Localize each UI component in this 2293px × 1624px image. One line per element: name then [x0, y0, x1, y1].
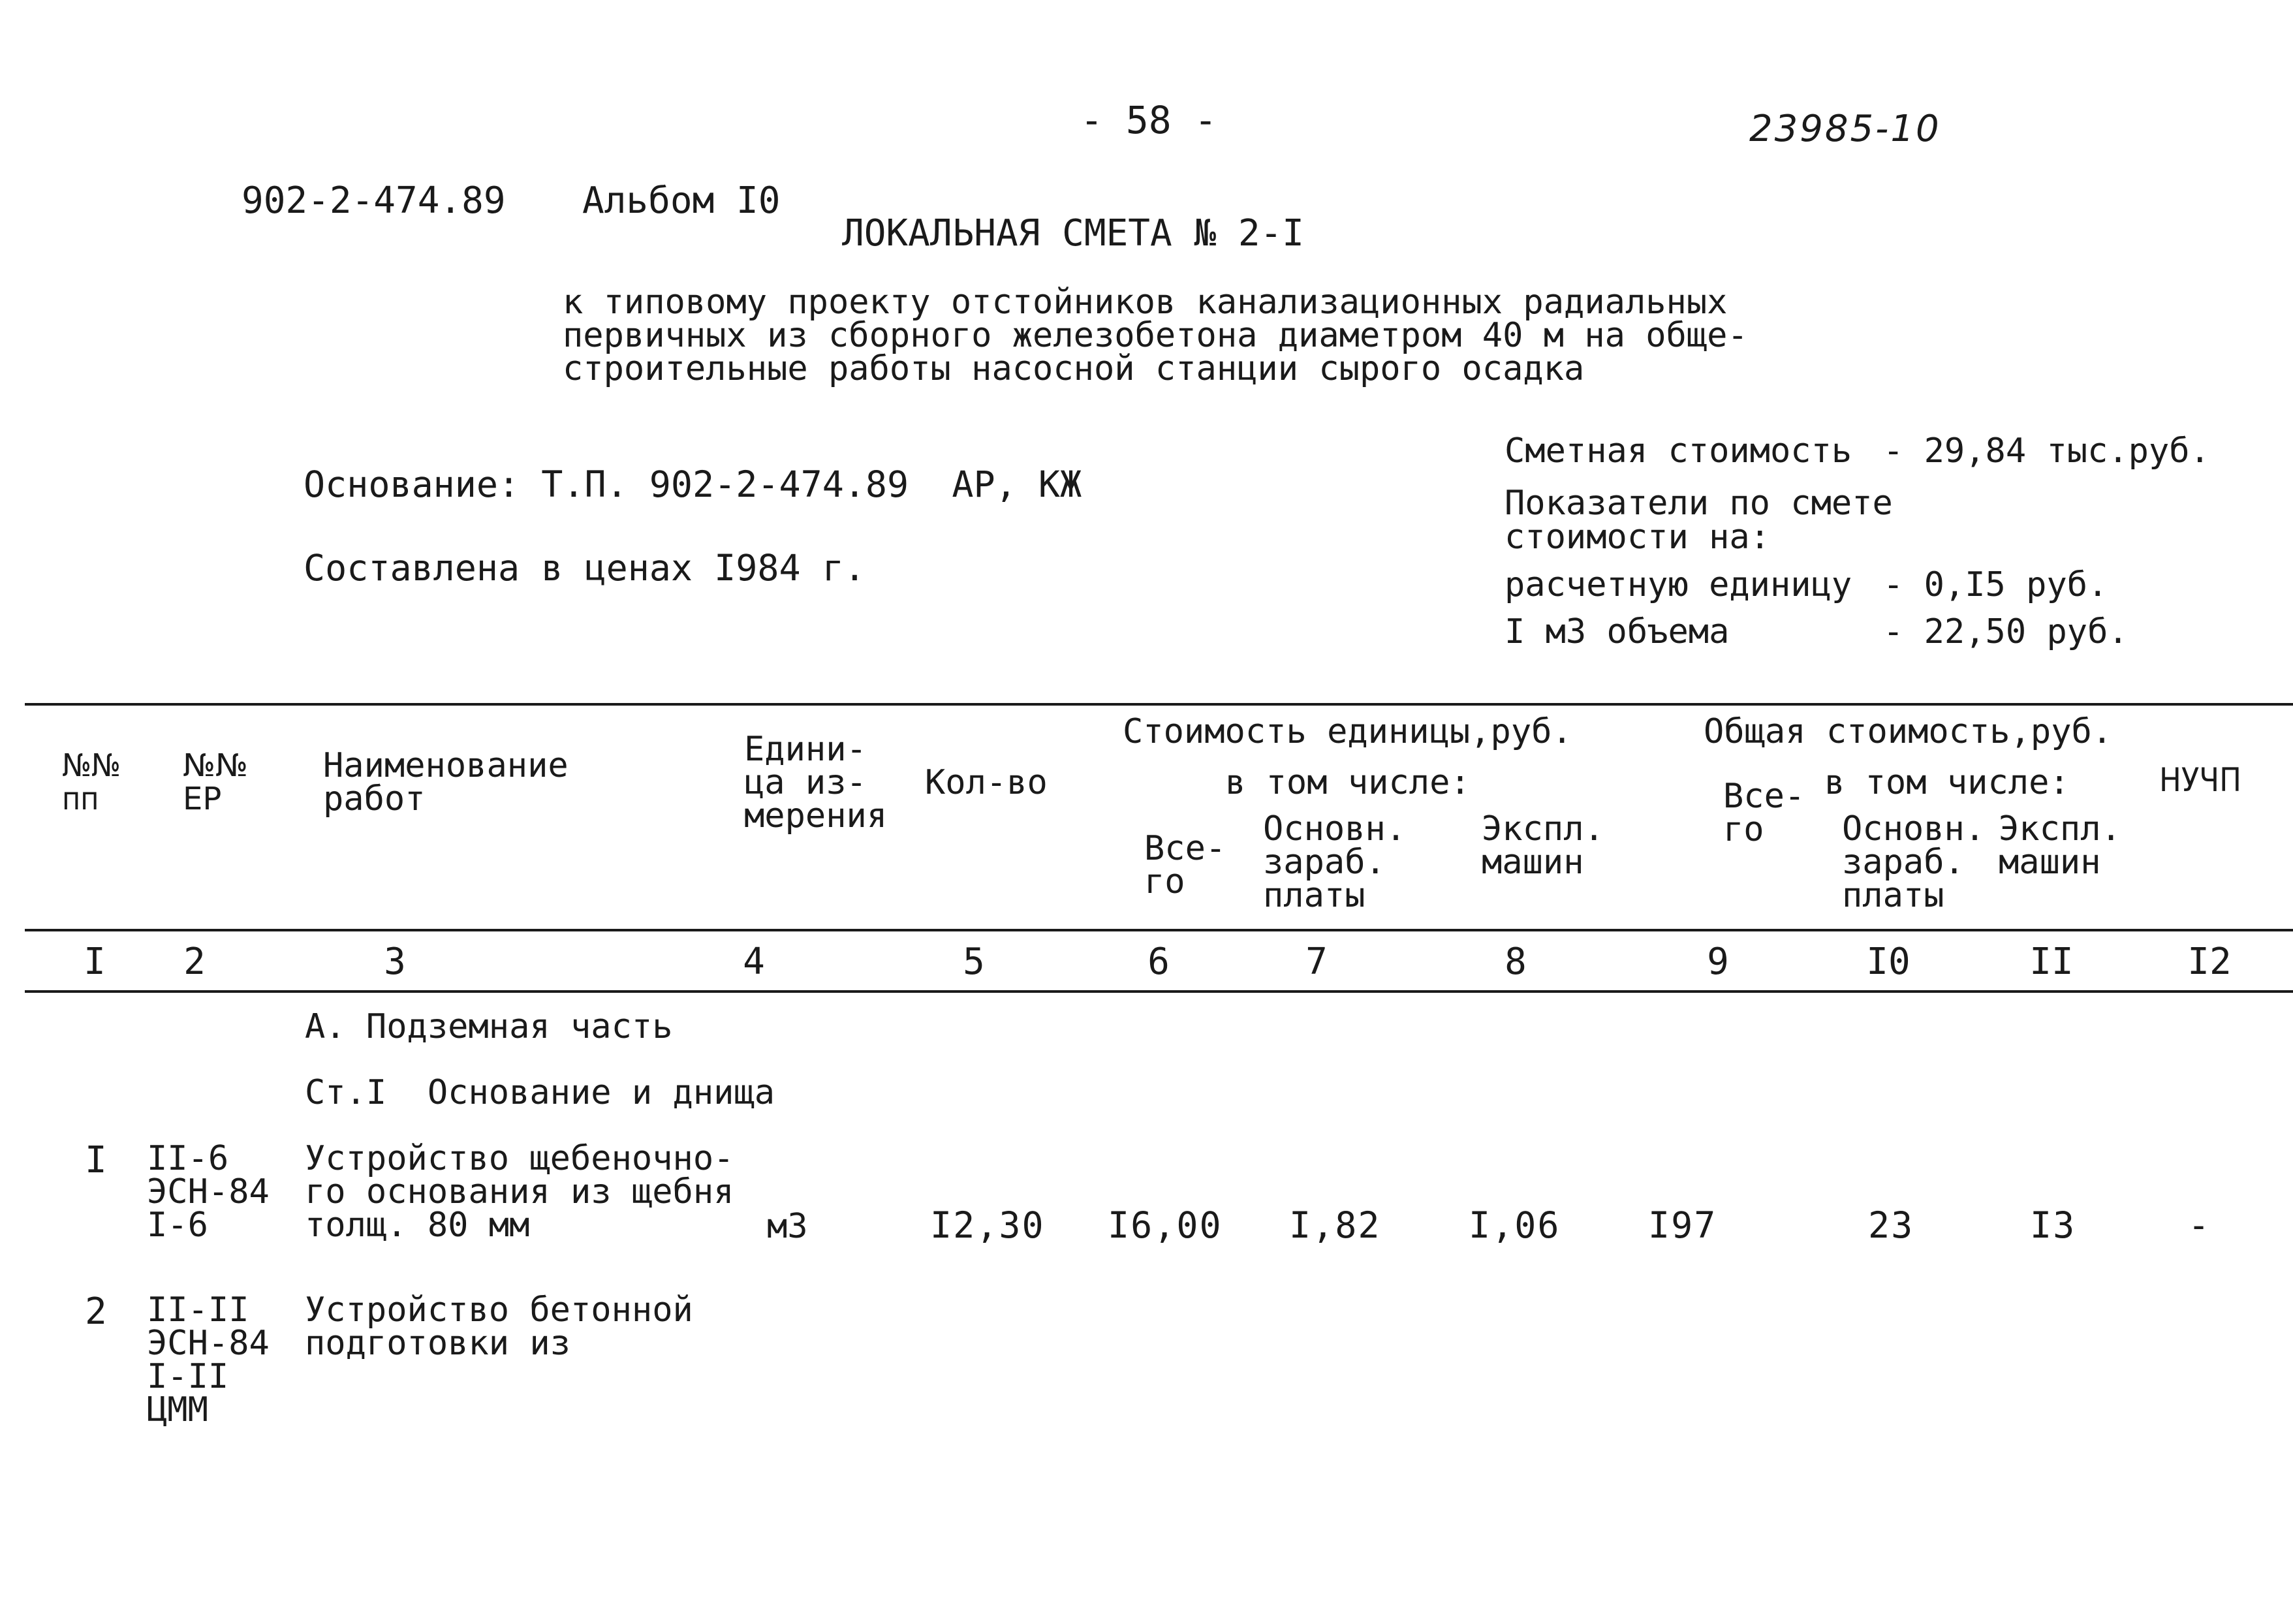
volume-indicator-label: I м3 объема — [1505, 612, 1730, 651]
estimated-cost-label: Сметная стоимость — [1505, 431, 1852, 471]
subtitle-block — [563, 283, 1748, 388]
column-number: I2 — [2187, 941, 2232, 983]
unit-indicator-value: - 0,I5 руб. — [1883, 565, 2108, 604]
header-total-cost-group: Общая стоимость,руб. — [1704, 712, 2113, 751]
header-unit-cost-incl: в том числе: — [1225, 763, 1471, 802]
subsection-title: Ст.I Основание и днища — [305, 1073, 775, 1112]
page-number: - 58 - — [1080, 98, 1217, 142]
header-row-number: №№ пп — [62, 747, 121, 817]
subtitle-line: строительные работы насосной станции сырого осадка — [563, 349, 1585, 388]
document-code: 23985-10 — [1749, 108, 1941, 150]
table-header-rule — [25, 929, 2293, 931]
header-unit-cost-machines: Экспл. машин — [1482, 809, 1604, 882]
header-total-cost-incl: в том числе: — [1824, 763, 2070, 802]
section-title: А. Подземная часть — [305, 1007, 673, 1046]
header-total-cost-machines: Экспл. машин — [1999, 809, 2121, 882]
row-nuchp: - — [2188, 1204, 2210, 1246]
indicators-label-2: стоимости на: — [1505, 518, 1770, 557]
header-unit: Едини- ца из- мерения — [744, 730, 888, 835]
header-total-cost-total: Все- го — [1723, 777, 1805, 849]
row-work-name: Устройство бетонной подготовки из — [305, 1290, 693, 1363]
header-total-cost-wages: Основн. зараб. платы — [1842, 809, 1986, 915]
indicators-label-1: Показатели по смете — [1505, 484, 1893, 523]
header-unit-cost-total: Все- го — [1144, 829, 1226, 901]
row-total-cost: I97 — [1648, 1204, 1717, 1246]
row-unit-cost-total: I6,00 — [1108, 1204, 1223, 1246]
column-number: 5 — [963, 941, 985, 983]
row-total-machines: I3 — [2030, 1204, 2076, 1246]
project-code: 902-2-474.89 — [242, 180, 506, 222]
row-er-code: II-6 ЭСН-84 I-6 — [147, 1139, 270, 1245]
header-er-number: №№ ЕР — [183, 747, 248, 817]
row-number: 2 — [85, 1290, 107, 1333]
column-number: 2 — [183, 941, 206, 983]
album-label: Альбом I0 — [582, 180, 781, 222]
document-title: ЛОКАЛЬНАЯ СМЕТА № 2-I — [842, 212, 1305, 255]
header-unit-cost-group: Стоимость единицы,руб. — [1123, 712, 1572, 751]
column-number: 6 — [1147, 941, 1170, 983]
subtitle-line: к типовому проекту отстойников канализационных радиальных — [563, 283, 1728, 322]
column-number: II — [2029, 941, 2074, 983]
estimated-cost-value: - 29,84 тыс.руб. — [1883, 431, 2210, 471]
basis-line: Основание: Т.П. 902-2-474.89 АР, КЖ — [304, 463, 1082, 505]
header-work-name: Наименование работ — [323, 746, 569, 819]
column-number: I0 — [1866, 941, 1911, 983]
header-nuchp: НУЧП — [2159, 761, 2241, 799]
subtitle-line: первичных из сборного железобетона диаметром 40 м на обще- — [563, 316, 1748, 355]
row-number: I — [85, 1139, 107, 1181]
row-unit-cost-wages: I,82 — [1289, 1204, 1381, 1246]
row-er-code: II-II ЭСН-84 I-II ЦММ — [147, 1290, 270, 1429]
column-numbers-rule — [25, 990, 2293, 993]
row-unit-cost-machines: I,06 — [1469, 1204, 1561, 1246]
column-number: 7 — [1305, 941, 1328, 983]
column-number: 3 — [384, 941, 406, 983]
column-number: I — [84, 941, 106, 983]
prices-line: Составлена в ценах I984 г. — [304, 547, 866, 589]
table-top-rule — [25, 703, 2293, 706]
unit-indicator-label: расчетную единицу — [1505, 565, 1852, 604]
header-quantity: Кол-во — [925, 763, 1048, 802]
row-unit: м3 — [767, 1207, 808, 1246]
volume-indicator-value: - 22,50 руб. — [1883, 612, 2129, 651]
row-total-wages: 23 — [1868, 1204, 1914, 1246]
row-quantity: I2,30 — [930, 1204, 1045, 1246]
column-number: 4 — [743, 941, 765, 983]
header-unit-cost-wages: Основн. зараб. платы — [1263, 809, 1407, 915]
row-work-name: Устройство щебеночно- го основания из щебня толщ. 80 мм — [305, 1139, 734, 1245]
column-number: 9 — [1707, 941, 1729, 983]
column-number: 8 — [1505, 941, 1527, 983]
